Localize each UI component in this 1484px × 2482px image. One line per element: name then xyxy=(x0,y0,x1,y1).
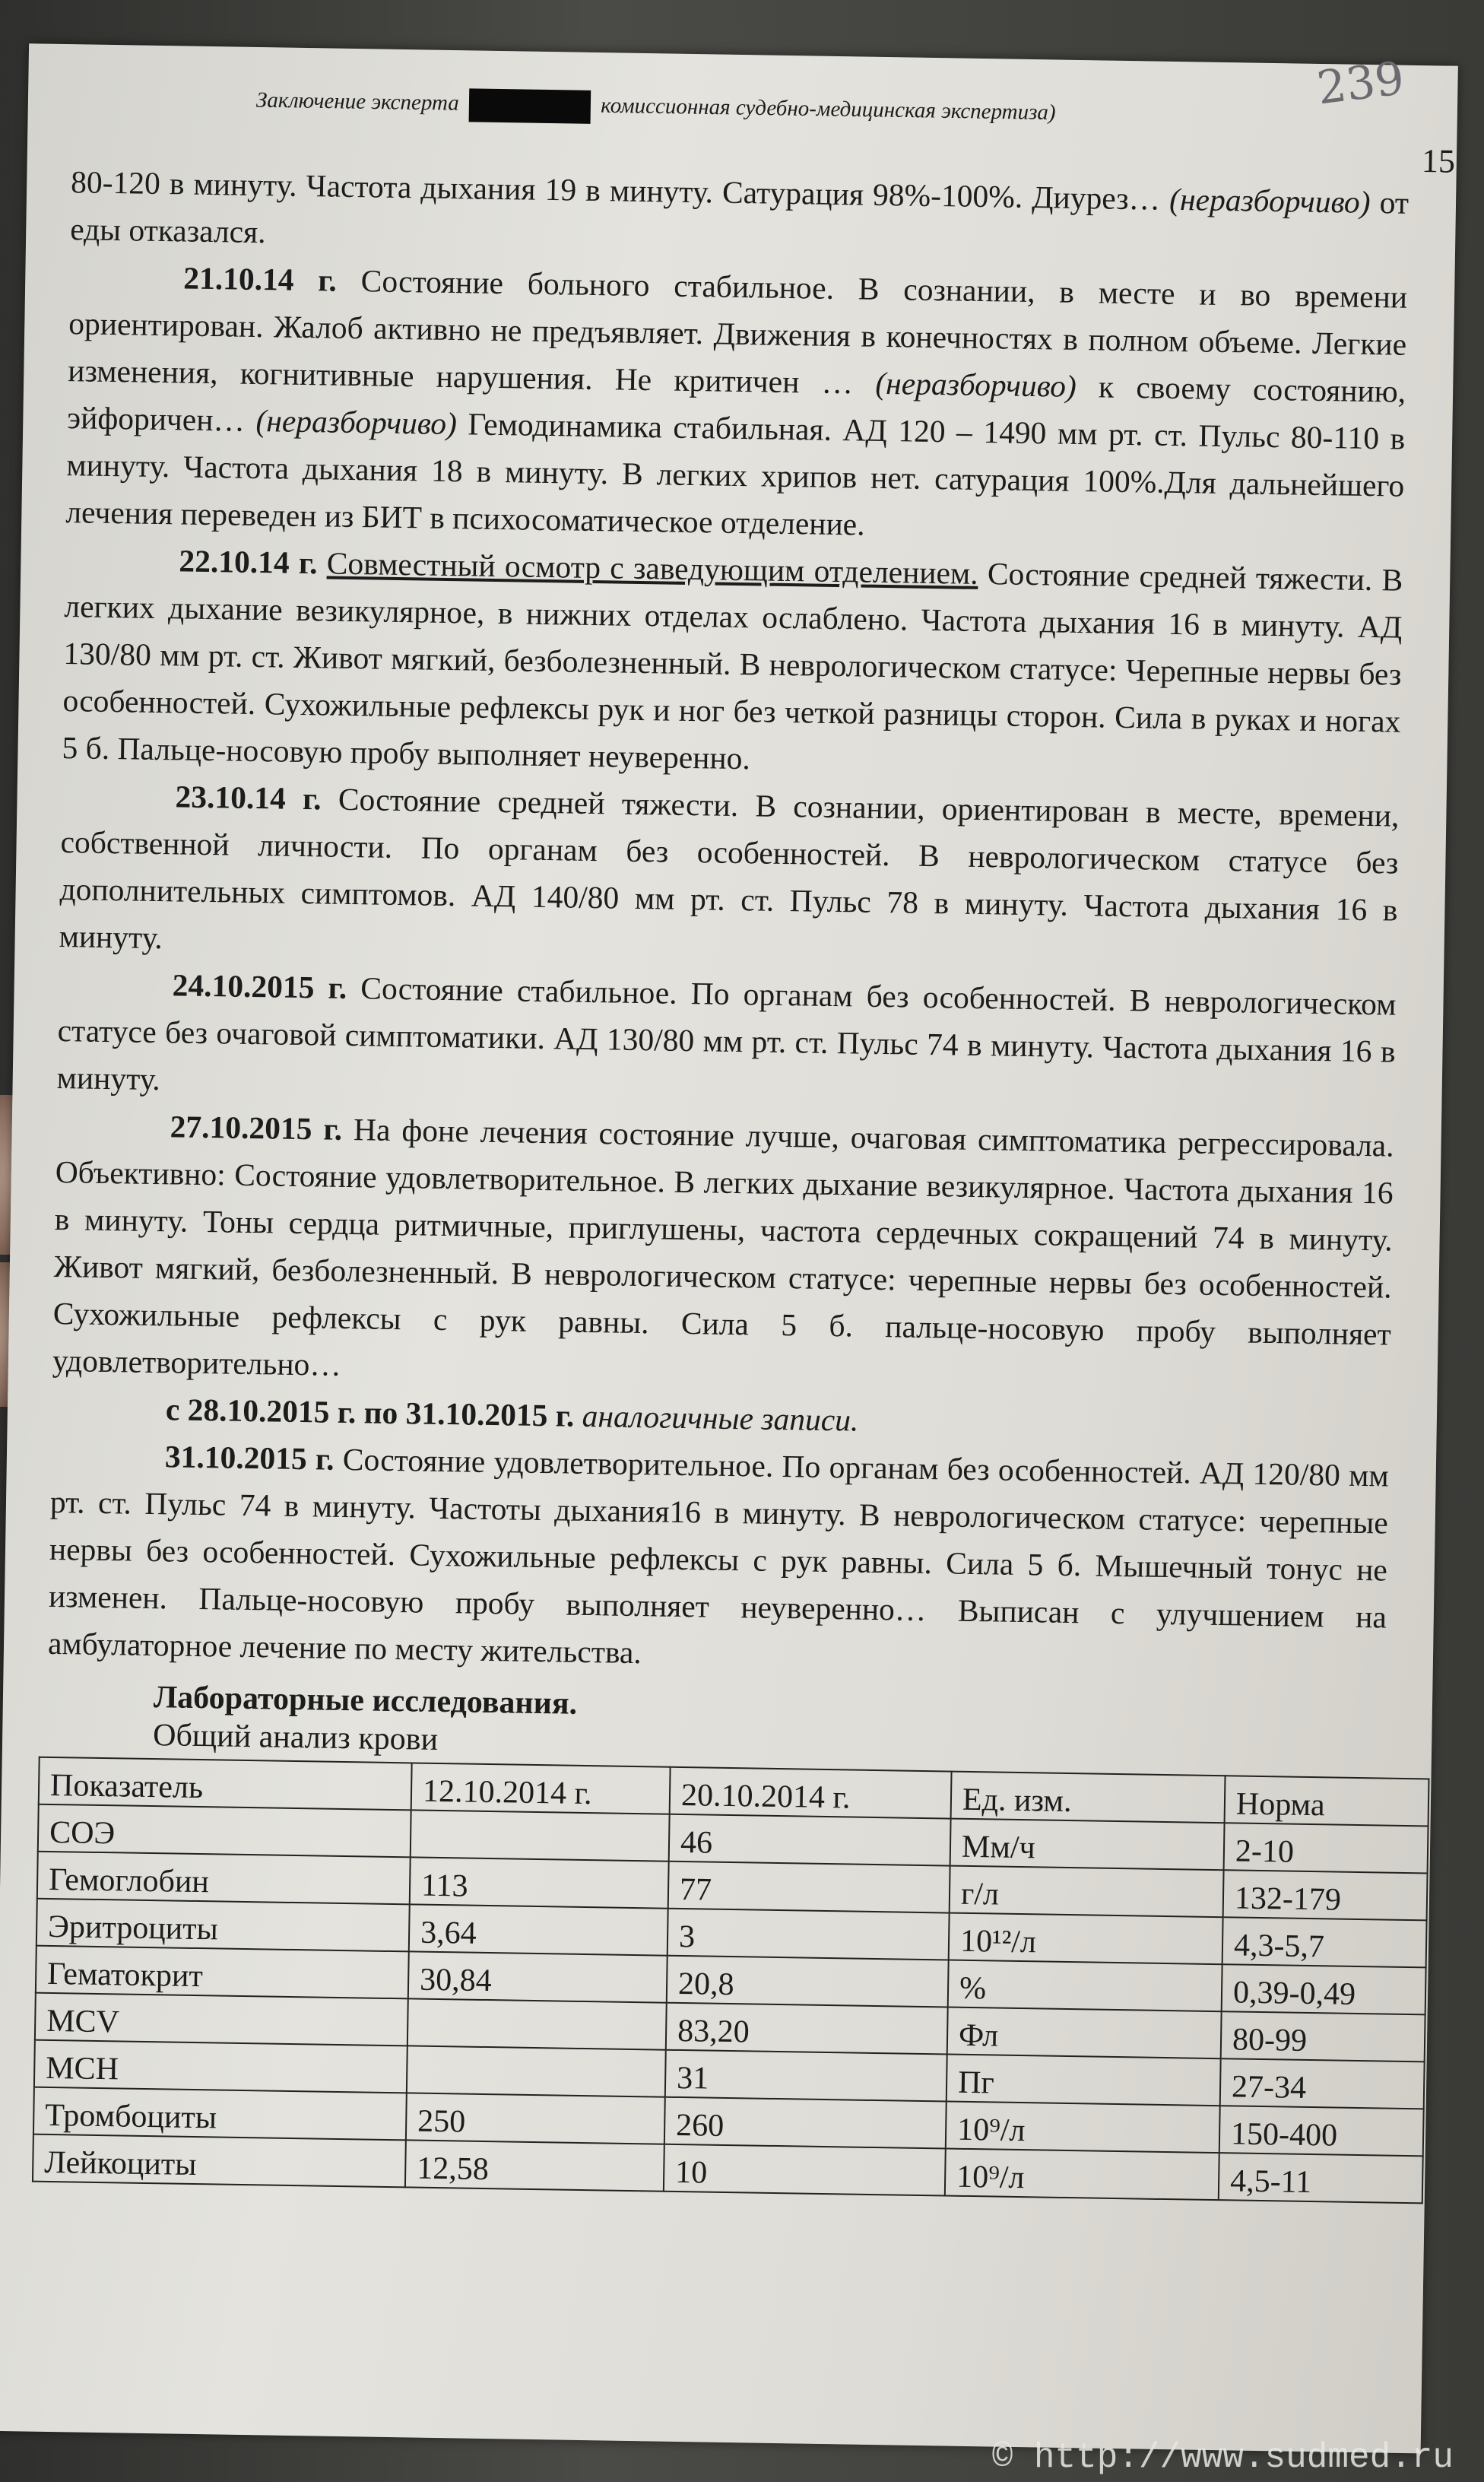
table-cell: Эритроциты xyxy=(36,1899,410,1952)
table-cell: 10⁹/л xyxy=(945,2149,1219,2201)
table-cell: 132-179 xyxy=(1223,1870,1428,1920)
paragraph-7: 31.10.2015 г. Состояние удовлетворительное. По органам без особенностей. АД 120/80 мм рт. ст. Пульс 74 в минуту. Частоты дыхания16 в минуту. В неврологическом статусе: черепные нервы без особенностей. Сухожильные рефлексы с рук равны. Сила 5 б. Мышечный тонус не изменен. Пальце-носовую пробу выполняет неуверенно… Выписан с улучшением на амбулаторное лечение по месту жительства. xyxy=(47,1439,1390,1671)
redaction-block xyxy=(469,88,591,124)
table-cell: Лейкоциты xyxy=(33,2134,406,2188)
table-cell: MCV xyxy=(35,1993,408,2046)
entry-date: 24.10.2015 г. xyxy=(172,967,347,1005)
table-cell: 31 xyxy=(665,2050,947,2102)
table-cell: 2-10 xyxy=(1224,1823,1429,1873)
table-cell: 113 xyxy=(410,1857,669,1908)
column-header: 20.10.2014 г. xyxy=(670,1767,952,1819)
page-number: 15 xyxy=(1421,142,1456,180)
handwritten-page-number: 239 xyxy=(1314,51,1408,116)
table-cell: 80-99 xyxy=(1221,2011,1425,2061)
paragraph-5: 27.10.2015 г. На фоне лечения состояние лучше, очаговая симптоматика регрессировала. Объективно: Состояние удовлетворительное. В легких дыхание везикулярное. Частота дыхания 16 в минуту. Тоны сердца ритмичные, приглушены, частота сердечных сокращений 74 в минуту. Живот мягкий, безболезненный. В неврологическом статусе: черепные нервы без особенностей. Сухожильные рефлексы с рук равны. Сила 5 б. пальце-носовую пробу выполняет удовлетворительно… xyxy=(52,1109,1394,1382)
paragraph-4: 24.10.2015 г. Состояние стабильное. По органам без особенностей. В неврологическом статусе без очаговой симптоматики. АД 130/80 мм рт. ст. Пульс 74 в минуту. Частота дыхания 16 в минуту. xyxy=(56,967,1397,1097)
paragraph-2: 22.10.14 г. Совместный осмотр с заведующим отделением. Состояние средней тяжести. В легких дыхание везикулярное, в нижних отделах ослаблено. Частота дыхания 16 в минуту. АД 130/80 мм рт. ст. Живот мягкий, безболезненный. В неврологическом статусе: Черепные нервы без особенностей. Сухожильные рефлексы рук и ног без четкой разницы сторон. Сила в руках и ногах 5 б. Пальце-носовую пробу выполняет неуверенно. xyxy=(62,543,1403,776)
table-cell: 10¹²/л xyxy=(949,1913,1223,1965)
table-cell: 20,8 xyxy=(667,1956,949,2008)
table-cell: 27-34 xyxy=(1220,2058,1425,2109)
table-cell xyxy=(411,1810,670,1861)
paragraph-0: 80-120 в минуту. Частота дыхания 19 в минуту. Сатурация 98%-100%. Диурез… (неразборчиво) от еды отказался. xyxy=(69,164,1409,250)
lab-section-title: Лабораторные исследования. xyxy=(153,1680,578,1722)
entry-date: с 28.10.2015 г. по 31.10.2015 г. xyxy=(165,1392,575,1433)
table-cell: 10⁹/л xyxy=(946,2102,1220,2154)
page-header xyxy=(256,85,1245,134)
column-header: Норма xyxy=(1225,1776,1429,1826)
entry-date: 31.10.2015 г. xyxy=(164,1439,335,1477)
header-right: комиссионная судебно-медицинская экспертиза) xyxy=(601,93,1056,125)
entry-date: 22.10.14 г. xyxy=(179,543,318,581)
column-header: Показатель xyxy=(39,1757,412,1811)
table-cell: 12,58 xyxy=(405,2140,664,2191)
table-cell: СОЭ xyxy=(38,1804,411,1858)
entry-date: 21.10.14 г. xyxy=(182,260,338,298)
table-cell: 3,64 xyxy=(409,1904,668,1955)
table-cell: Пг xyxy=(947,2055,1221,2106)
table-cell: Фл xyxy=(947,2008,1222,2059)
table-cell: 10 xyxy=(664,2144,946,2196)
table-cell: MCH xyxy=(34,2040,407,2093)
table-cell: 77 xyxy=(668,1862,950,1913)
table-cell: 4,3-5,7 xyxy=(1222,1917,1427,1967)
table-cell: Гематокрит xyxy=(36,1946,409,1999)
table-cell xyxy=(407,1998,667,2049)
paragraph-1: 21.10.14 г. Состояние больного стабильное. В сознании, в месте и во времени ориентирован. Жалоб активно не предъявляет. Движения в конечностях в полном объеме. Легкие изменения, когнитивные нарушения. Не критичен … (неразборчиво) к своему состоянию, эйфоричен… (неразборчиво) Гемодинамика стабильная. АД 120 – 1490 мм рт. ст. Пульс 80-110 в минуту. Частота дыхания 18 в минуту. В легких хрипов нет. сатурация 100%.Для дальнейшего лечения переведен из БИТ в психосоматическое отделение. xyxy=(65,260,1408,542)
page-content xyxy=(40,158,1432,2204)
table-cell: Гемоглобин xyxy=(37,1852,411,1905)
blood-test-table xyxy=(32,1757,1430,2204)
entry-date: 23.10.14 г. xyxy=(175,779,322,817)
entry-date: 27.10.2015 г. xyxy=(170,1109,343,1147)
table-cell: г/л xyxy=(950,1866,1224,1918)
table-cell: 4,5-11 xyxy=(1219,2153,1423,2203)
lab-subtitle: Общий анализ крови xyxy=(152,1718,439,1757)
table-cell: 0,39-0,49 xyxy=(1222,1964,1426,2014)
table-cell: 3 xyxy=(667,1909,950,1960)
paragraph-3: 23.10.14 г. Состояние средней тяжести. В сознании, ориентирован в месте, времени, собственной личности. По органам без особенностей. В неврологическом статусе без дополнительных симптомов. АД 140/80 мм рт. ст. Пульс 78 в минуту. Частота дыхания 16 в минуту. xyxy=(59,779,1400,956)
paragraph-6: с 28.10.2015 г. по 31.10.2015 г. аналогичные записи. xyxy=(165,1392,859,1438)
table-cell: 30,84 xyxy=(408,1951,667,2002)
table-cell: 83,20 xyxy=(666,2003,948,2055)
column-header: Ед. изм. xyxy=(951,1772,1226,1823)
table-cell: 46 xyxy=(669,1814,951,1866)
table-cell xyxy=(407,2046,666,2096)
watermark: © http://www.sudmed.ru xyxy=(991,2438,1454,2477)
table-cell: 150-400 xyxy=(1219,2106,1424,2156)
document-sheet xyxy=(0,43,1458,2453)
table-cell: Тромбоциты xyxy=(33,2087,407,2141)
table-cell: 260 xyxy=(664,2097,947,2149)
table-cell: 250 xyxy=(406,2093,665,2144)
table-cell: Мм/ч xyxy=(950,1819,1225,1871)
clinical-notes xyxy=(48,158,1409,1687)
header-left: Заключение эксперта xyxy=(255,87,460,116)
column-header: 12.10.2014 г. xyxy=(411,1763,671,1814)
table-cell: % xyxy=(948,1960,1222,2012)
